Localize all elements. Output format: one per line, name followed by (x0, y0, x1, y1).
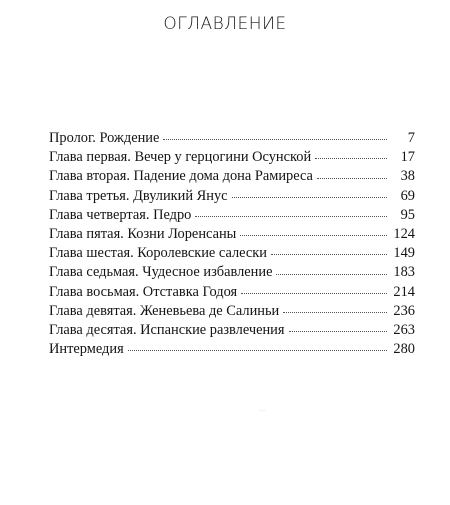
toc-entry-chapter-6 (49, 244, 415, 263)
toc-entry-page: 263 (393, 321, 415, 338)
toc-entry-label: Глава восьмая. Отставка Годоя (49, 283, 238, 300)
dot-leader (241, 293, 387, 294)
toc-entry-label: Глава третья. Двуликий Янус (49, 187, 228, 204)
toc-entry-label: Глава девятая. Женевьева де Салиньи (49, 302, 280, 319)
dot-leader (289, 331, 388, 332)
toc-entry-label: Глава десятая. Испанские развлечения (49, 321, 285, 338)
toc-entry-chapter-4 (49, 206, 415, 225)
toc-entry-chapter-8 (49, 283, 415, 302)
toc-entry-label: Глава пятая. Козни Лоренсаны (49, 225, 237, 242)
toc-entry-page: 214 (393, 283, 415, 300)
dot-leader (276, 274, 387, 275)
page-title: ОГЛАВЛЕНИЕ (163, 14, 287, 34)
dot-leader (128, 350, 387, 351)
toc-entry-label: Глава седьмая. Чудесное избавление (49, 264, 273, 281)
toc-entry-chapter-10 (49, 321, 415, 340)
toc-entry-page: 95 (400, 206, 415, 223)
toc-entry-label: Глава шестая. Королевские салески (49, 245, 267, 262)
toc-entry-page: 149 (393, 245, 415, 262)
toc-entry-label: Пролог. Рождение (49, 130, 160, 146)
dot-leader (163, 139, 387, 140)
toc-entry-prologue (49, 129, 415, 148)
toc-entry-page: 236 (393, 302, 415, 319)
toc-entry-page: 38 (400, 168, 415, 185)
bleed-through-mark: ~ (258, 404, 266, 419)
toc-entry-chapter-5 (49, 225, 415, 244)
toc-entry-page: 69 (400, 187, 415, 204)
toc-entry-chapter-7 (49, 263, 415, 282)
dot-leader (240, 235, 387, 236)
toc-entry-intermission (49, 340, 415, 359)
dot-leader (232, 197, 387, 198)
dot-leader (283, 312, 387, 313)
toc-entry-page: 17 (400, 149, 415, 166)
dot-leader (271, 254, 387, 255)
dot-leader (195, 216, 387, 217)
toc-entry-label: Глава первая. Вечер у герцогини Осунской (49, 149, 312, 166)
toc-entry-page: 183 (393, 264, 415, 281)
toc-entry-label: Глава вторая. Падение дома дона Рамиреса (49, 168, 313, 185)
toc-entry-page: 280 (393, 341, 415, 358)
toc-entry-chapter-2 (49, 167, 415, 186)
toc-entry-label: Интермедия (49, 341, 124, 358)
toc-entry-chapter-9 (49, 302, 415, 321)
dot-leader (315, 158, 387, 159)
toc-entry-page: 7 (407, 130, 415, 146)
toc-entry-chapter-1 (49, 148, 415, 167)
toc-entry-label: Глава четвертая. Педро (49, 206, 192, 223)
table-of-contents (49, 129, 415, 359)
toc-entry-page: 124 (393, 225, 415, 242)
dot-leader (317, 178, 387, 179)
toc-entry-chapter-3 (49, 187, 415, 206)
